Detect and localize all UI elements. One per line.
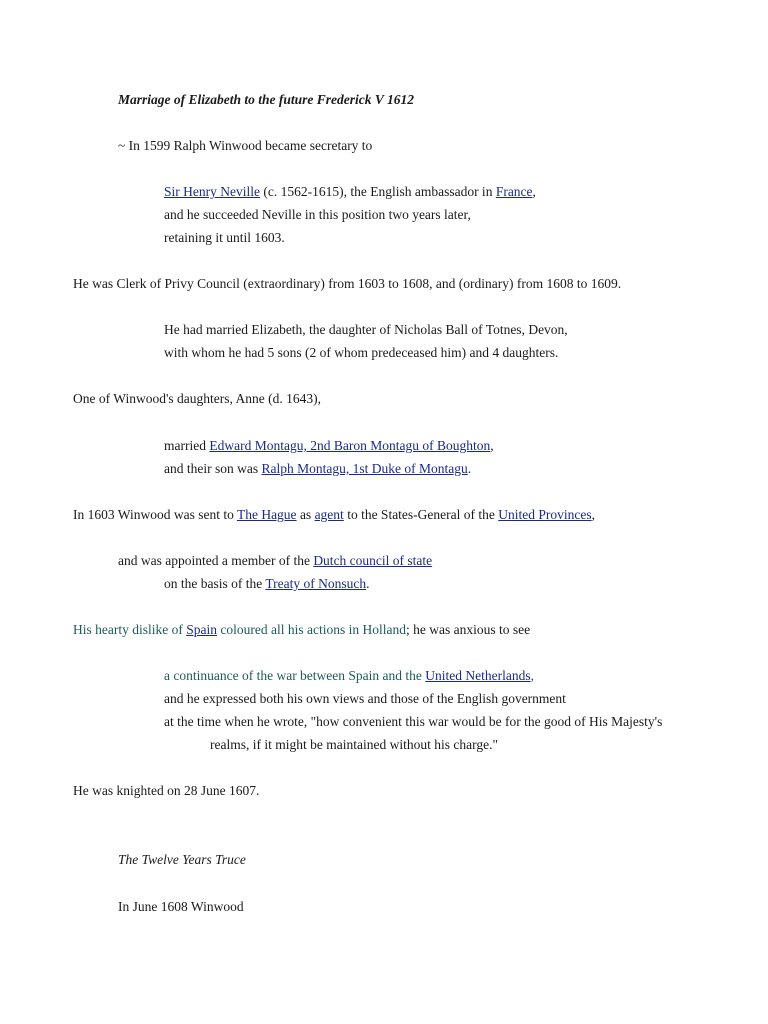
text-line: [118, 553, 432, 569]
link-spain[interactable]: Spain: [186, 622, 217, 637]
text-line: retaining it until 1603.: [164, 230, 285, 245]
link-united-netherlands[interactable]: United Netherlands: [425, 668, 531, 683]
link-treaty-of-nonsuch[interactable]: Treaty of Nonsuch: [265, 576, 367, 591]
document-title: Marriage of Elizabeth to the future Frederick V 1612: [118, 92, 415, 107]
text-line: [164, 438, 494, 454]
text-line: He was knighted on 28 June 1607.: [73, 783, 260, 798]
link-dutch-council-of-state[interactable]: Dutch council of state: [313, 553, 433, 568]
text-fragment: and their son was: [164, 461, 262, 476]
text-line: realms, if it might be maintained without his charge.": [210, 737, 498, 752]
text-fragment: His hearty dislike of: [73, 622, 187, 637]
text-line: and he succeeded Neville in this position two years later,: [164, 207, 471, 222]
text-line: In June 1608 Winwood: [118, 899, 244, 914]
text-fragment: on the basis of the: [164, 576, 266, 591]
text-fragment: coloured all his actions in Holland: [217, 622, 406, 637]
link-france[interactable]: France: [495, 184, 533, 199]
link-sir-henry-neville[interactable]: Sir Henry Neville: [164, 184, 260, 199]
link-ralph-montagu[interactable]: Ralph Montagu, 1st Duke of Montagu: [261, 461, 468, 476]
text-fragment: ; he was anxious to see: [405, 622, 531, 637]
text-fragment: (c. 1562-1615), the English ambassador in: [259, 184, 496, 199]
text-fragment: ,: [591, 507, 596, 522]
text-line: He was Clerk of Privy Council (extraordinary) from 1603 to 1608, and (ordinary) from 1608 to 1609.: [73, 276, 622, 291]
text-fragment: married: [164, 438, 210, 453]
text-fragment: to the States-General of the: [343, 507, 499, 522]
text-fragment: ,: [490, 438, 494, 453]
text-line: [164, 576, 370, 592]
text-fragment: .: [366, 576, 370, 591]
text-fragment: ,: [530, 668, 534, 683]
link-the-hague[interactable]: The Hague: [236, 507, 297, 522]
text-fragment: and was appointed a member of the: [118, 553, 314, 568]
text-line: [164, 668, 534, 684]
text-fragment: as: [296, 507, 315, 522]
text-line: with whom he had 5 sons (2 of whom predeceased him) and 4 daughters.: [164, 345, 559, 360]
text-line: [73, 507, 595, 523]
text-fragment: a continuance of the war between Spain and the: [164, 668, 426, 683]
text-line: and he expressed both his own views and those of the English government: [164, 691, 566, 706]
text-fragment: ,: [532, 184, 536, 199]
text-line: [73, 622, 530, 638]
text-line: He had married Elizabeth, the daughter of Nicholas Ball of Totnes, Devon,: [164, 322, 568, 337]
section-heading: The Twelve Years Truce: [118, 852, 246, 867]
link-agent[interactable]: agent: [314, 507, 344, 522]
text-line: [164, 184, 536, 200]
link-edward-montagu[interactable]: Edward Montagu, 2nd Baron Montagu of Boughton: [209, 438, 491, 453]
text-line: One of Winwood's daughters, Anne (d. 1643),: [73, 391, 321, 406]
text-line: [164, 461, 471, 477]
text-line: at the time when he wrote, "how convenient this war would be for the good of His Majesty's: [164, 714, 663, 729]
text-line: ~ In 1599 Ralph Winwood became secretary to: [118, 138, 373, 153]
link-united-provinces[interactable]: United Provinces: [498, 507, 592, 522]
text-fragment: .: [467, 461, 472, 476]
text-fragment: In 1603 Winwood was sent to: [73, 507, 237, 522]
